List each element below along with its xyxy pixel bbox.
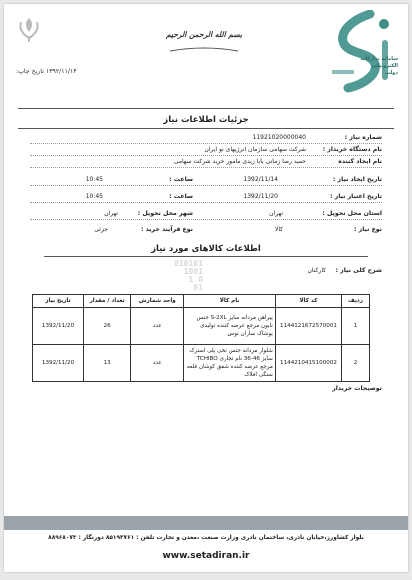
items-table: [32, 294, 370, 382]
footer-address: بلوار کشاورز،خیابان نادری، ساختمان نادری وزارت صنعت ،معدن و تجارت تلفن : ۸۵۱۹۳۷۶۱ دورنگار : ۸۸۹۶۸۰۷۳: [48, 535, 364, 541]
column-header: کد کالا: [275, 295, 341, 308]
cell-unit: عدد: [131, 345, 184, 382]
column-header: تاریخ نیاز: [33, 295, 84, 308]
buyer-notes-label: توضیحات خریدار: [332, 385, 382, 392]
creator-name: حمید رضا زمانی بابا زیدی مامور خرید شرکت سهامی: [173, 158, 306, 165]
cell-code: 1144121672570001: [275, 308, 341, 345]
validity-time: 10:45: [85, 193, 103, 200]
page-title: جزئیات اطلاعات نیاز: [163, 115, 249, 125]
items-section-title: اطلاعات کالاهای مورد نیاز: [151, 244, 261, 254]
basmala: بسم الله الرحمن الرحیم: [164, 30, 244, 58]
cell-date: 1392/11/20: [33, 345, 84, 382]
document-page: ۱۳۹۲/۱۱/۱۴ تاریخ چاپ: بسم الله الرحمن الرحیم سامانه تدارکات الکترونیکی دولت جزئیات اطلاعات نیاز شماره نیاز : 11921020000040 نام دستگاه خریدار : شرکت سهامی سازمان انرژیهای نو ایران نام ایجاد کننده حمید رضا زمانی بابا زیدی مامور خرید شرکت سهامی تاریخ ایجاد نیاز : 1392/11/14 ساعت : 10:45 تاریخ اعتبار نیاز : 1392/11/20 ساعت : 10:45 استان محل تحویل : تهران شهر محل تحویل : تهران نوع نیاز : کالا نوع فرآیند خرید : جزئی اطلاعات کالاهای مورد نیاز 010101 1001 0 1 01 شرح کلی نیاز : کارکنان ردیف کد کالا نام کالا واحد شمارش تعداد / مقدار تاریخ نیاز 1 1144121672570001 پیراهن مردانه سایز S-2XL جنس نایون مرجع عرضه کننده تولیدی پوشاک ساران توس عدد 26 1392/11/20 2 1144210415100002 شلوار مردانه جنس نخی پلی استرک سایز 46-36 نام تجاری TCHIBO مرجع عرضه کننده شفق کوشان قلعه سنگی افلاک عدد 13 1392/11/20 توضیحات خریدار بلوار کشاورز،خیابان نادری، ساختمان نادری وزارت صنعت ،معدن و تجارت تلفن : ۸۵۱۹۳۷۶۱ دورنگار : ۸۸۹۶۸۰۷۳ www.setadiran.ir: [4, 4, 408, 572]
cell-code: 1144210415100002: [275, 345, 341, 382]
column-header: نام کالا: [184, 295, 275, 308]
cell-name: شلوار مردانه جنس نخی پلی استرک سایز 46-36 نام تجاری TCHIBO مرجع عرضه کننده شفق کوشان قلعه سنگی افلاک: [184, 345, 275, 382]
footer-bar: [4, 516, 408, 530]
cell-qty: 13: [84, 345, 131, 382]
validity-date: 1392/11/20: [243, 193, 278, 200]
setad-logo: سامانه تدارکات الکترونیکی دولت: [322, 10, 402, 102]
need-type: کالا: [274, 226, 283, 233]
cell-qty: 26: [84, 308, 131, 345]
watermark-binary: 010101 1001 0 1 01: [174, 259, 203, 292]
need-number: 11921020000040: [252, 134, 306, 141]
footer-website-link[interactable]: www.setadiran.ir: [162, 551, 250, 561]
cell-row: 1: [342, 308, 370, 345]
province: تهران: [269, 210, 283, 217]
column-header: تعداد / مقدار: [84, 295, 131, 308]
table-row: [33, 308, 370, 345]
need-info: شماره نیاز : 11921020000040 نام دستگاه خریدار : شرکت سهامی سازمان انرژیهای نو ایران نام ایجاد کننده حمید رضا زمانی بابا زیدی مامور خرید شرکت سهامی تاریخ ایجاد نیاز : 1392/11/14 ساعت : 10:45 تاریخ اعتبار نیاز : 1392/11/20 ساعت : 10:45 استان محل تحویل : تهران شهر محل تحویل : تهران نوع نیاز : کالا نوع فرآیند خرید : جزئی: [4, 130, 408, 240]
iran-emblem-icon: [12, 12, 46, 46]
table-row: [33, 345, 370, 382]
table-header-row: [33, 295, 370, 308]
buyer-name: شرکت سهامی سازمان انرژیهای نو ایران: [204, 146, 306, 153]
cell-unit: عدد: [131, 308, 184, 345]
print-date: ۱۳۹۲/۱۱/۱۴ تاریخ چاپ:: [16, 68, 77, 75]
general-description: کارکنان: [307, 267, 326, 274]
cell-row: 2: [342, 345, 370, 382]
cell-name: پیراهن مردانه سایز S-2XL جنس نایون مرجع عرضه کننده تولیدی پوشاک ساران توس: [184, 308, 275, 345]
purchase-type: جزئی: [94, 226, 108, 233]
created-date: 1392/11/14: [243, 176, 278, 183]
created-time: 10:45: [85, 176, 103, 183]
cell-date: 1392/11/20: [33, 308, 84, 345]
city: تهران: [104, 210, 118, 217]
column-header: واحد شمارش: [131, 295, 184, 308]
column-header: ردیف: [342, 295, 370, 308]
